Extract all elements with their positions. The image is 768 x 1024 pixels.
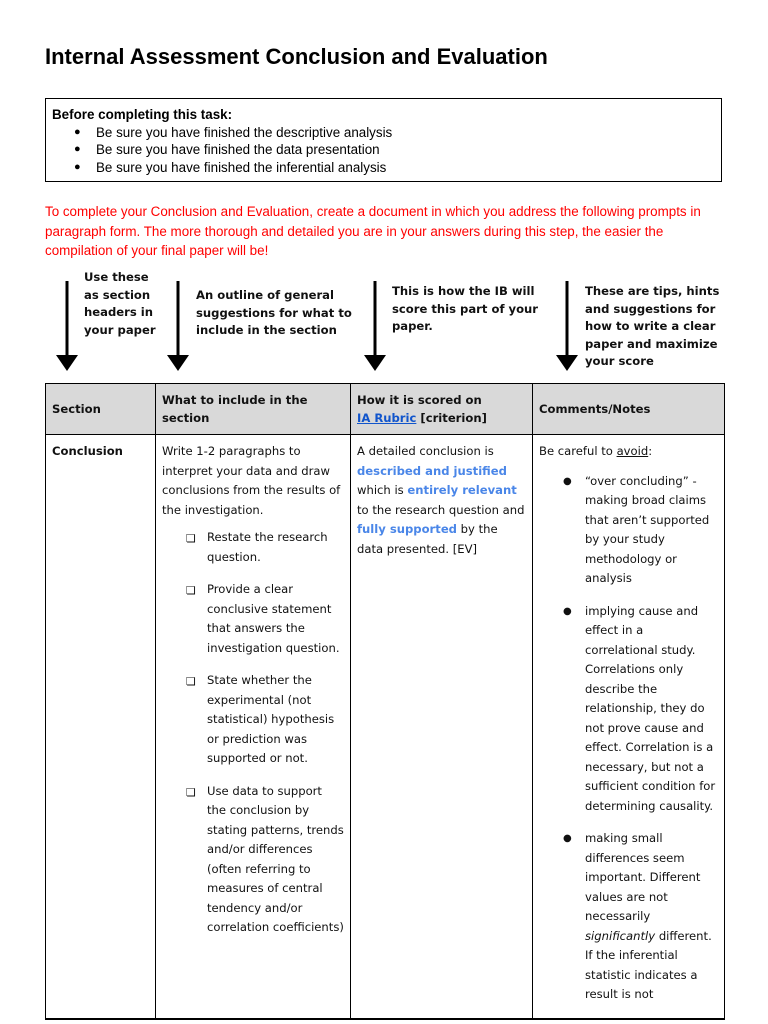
guide-tips: These are tips, hints and suggestions for how to write a clear paper and maximize your score — [585, 284, 720, 368]
list-item: ● implying cause and effect in a correlational study. Correlations only describe the relationship, they do not prove cause and effect. Correlation is a necessary, but not a sufficient condition for determining causality. — [563, 603, 716, 813]
list-item: ❏ Provide a clear conclusive statement that answers the investigation question. — [186, 582, 340, 655]
down-arrow-icon — [167, 281, 189, 373]
header-section: Section — [46, 384, 156, 435]
down-arrow-icon — [56, 281, 78, 373]
list-item: ● Be sure you have finished the data presentation — [74, 142, 380, 157]
list-item: ❏ Use data to support the conclusion by stating patterns, trends and/or differences (often referring to measures of central tendency and/or correlation coefficients) — [186, 783, 344, 934]
list-item: ● Be sure you have finished the descriptive analysis — [74, 124, 393, 140]
checkbox-icon: ❏ — [186, 785, 196, 799]
table-header-row — [46, 384, 725, 435]
instructions-text: To complete your Conclusion and Evaluation, create a document in which you address the following prompts in paragraph form. The more thorough and detailed you are in your answers during this step, the easier the compilation of your final paper will be! — [45, 204, 701, 258]
checkbox-icon: ❏ — [186, 584, 196, 597]
list-item: ● “over concluding” - making broad claims that aren’t supported by your study methodology or analysis — [563, 473, 710, 585]
list-item: ● making small differences seem important. Different values are not necessarily significantly different. If the inferential statistic indicates a result is not — [563, 831, 712, 1001]
comments-cell — [533, 435, 725, 1019]
list-item: ❏ State whether the experimental (not statistical) hypothesis or prediction was supported or not. — [186, 673, 335, 765]
prerequisites-box — [45, 98, 722, 182]
list-item: ❏ Restate the research question. — [186, 530, 328, 564]
header-include: What to include in the section — [156, 384, 351, 435]
comments-list — [539, 472, 718, 1005]
bullet-icon: ● — [74, 125, 81, 138]
page-title: Internal Assessment Conclusion and Evaluation — [45, 44, 548, 69]
list-item: ● Be sure you have finished the inferential analysis — [74, 159, 387, 175]
comments-intro: Be careful to avoid: — [539, 444, 653, 458]
prerequisites-heading: Before completing this task: — [52, 107, 233, 122]
include-cell — [156, 435, 351, 1019]
guide-scoring: This is how the IB will score this part of your paper. — [392, 284, 539, 333]
table-row — [46, 435, 725, 1019]
scored-cell: A detailed conclusion is described and justified which is entirely relevant to the research question and fully supported by the data presented. [EV] — [351, 435, 533, 1019]
prerequisites-list — [52, 124, 715, 177]
guide-outline: An outline of general suggestions for what to include in the section — [196, 288, 352, 337]
header-comments: Comments/Notes — [533, 384, 725, 435]
bullet-icon: ● — [74, 143, 81, 155]
bullet-icon: ● — [563, 475, 572, 487]
assessment-table — [45, 383, 725, 1020]
down-arrow-icon — [556, 281, 578, 373]
checkbox-icon: ❏ — [186, 532, 196, 545]
bullet-icon: ● — [563, 833, 572, 844]
guide-section-headers: Use these as section headers in your paper — [84, 270, 156, 337]
checkbox-icon: ❏ — [186, 675, 196, 688]
include-checklist — [162, 528, 344, 938]
include-intro: Write 1-2 paragraphs to interpret your data and draw conclusions from the results of the investigation. — [162, 444, 341, 517]
header-scored: How it is scored on IA Rubric [criterion] — [351, 384, 533, 435]
down-arrow-icon — [364, 281, 386, 373]
section-cell: Conclusion — [46, 435, 156, 1019]
bullet-icon: ● — [74, 160, 81, 173]
bullet-icon: ● — [563, 605, 572, 617]
ia-rubric-link[interactable]: IA Rubric — [357, 411, 417, 425]
